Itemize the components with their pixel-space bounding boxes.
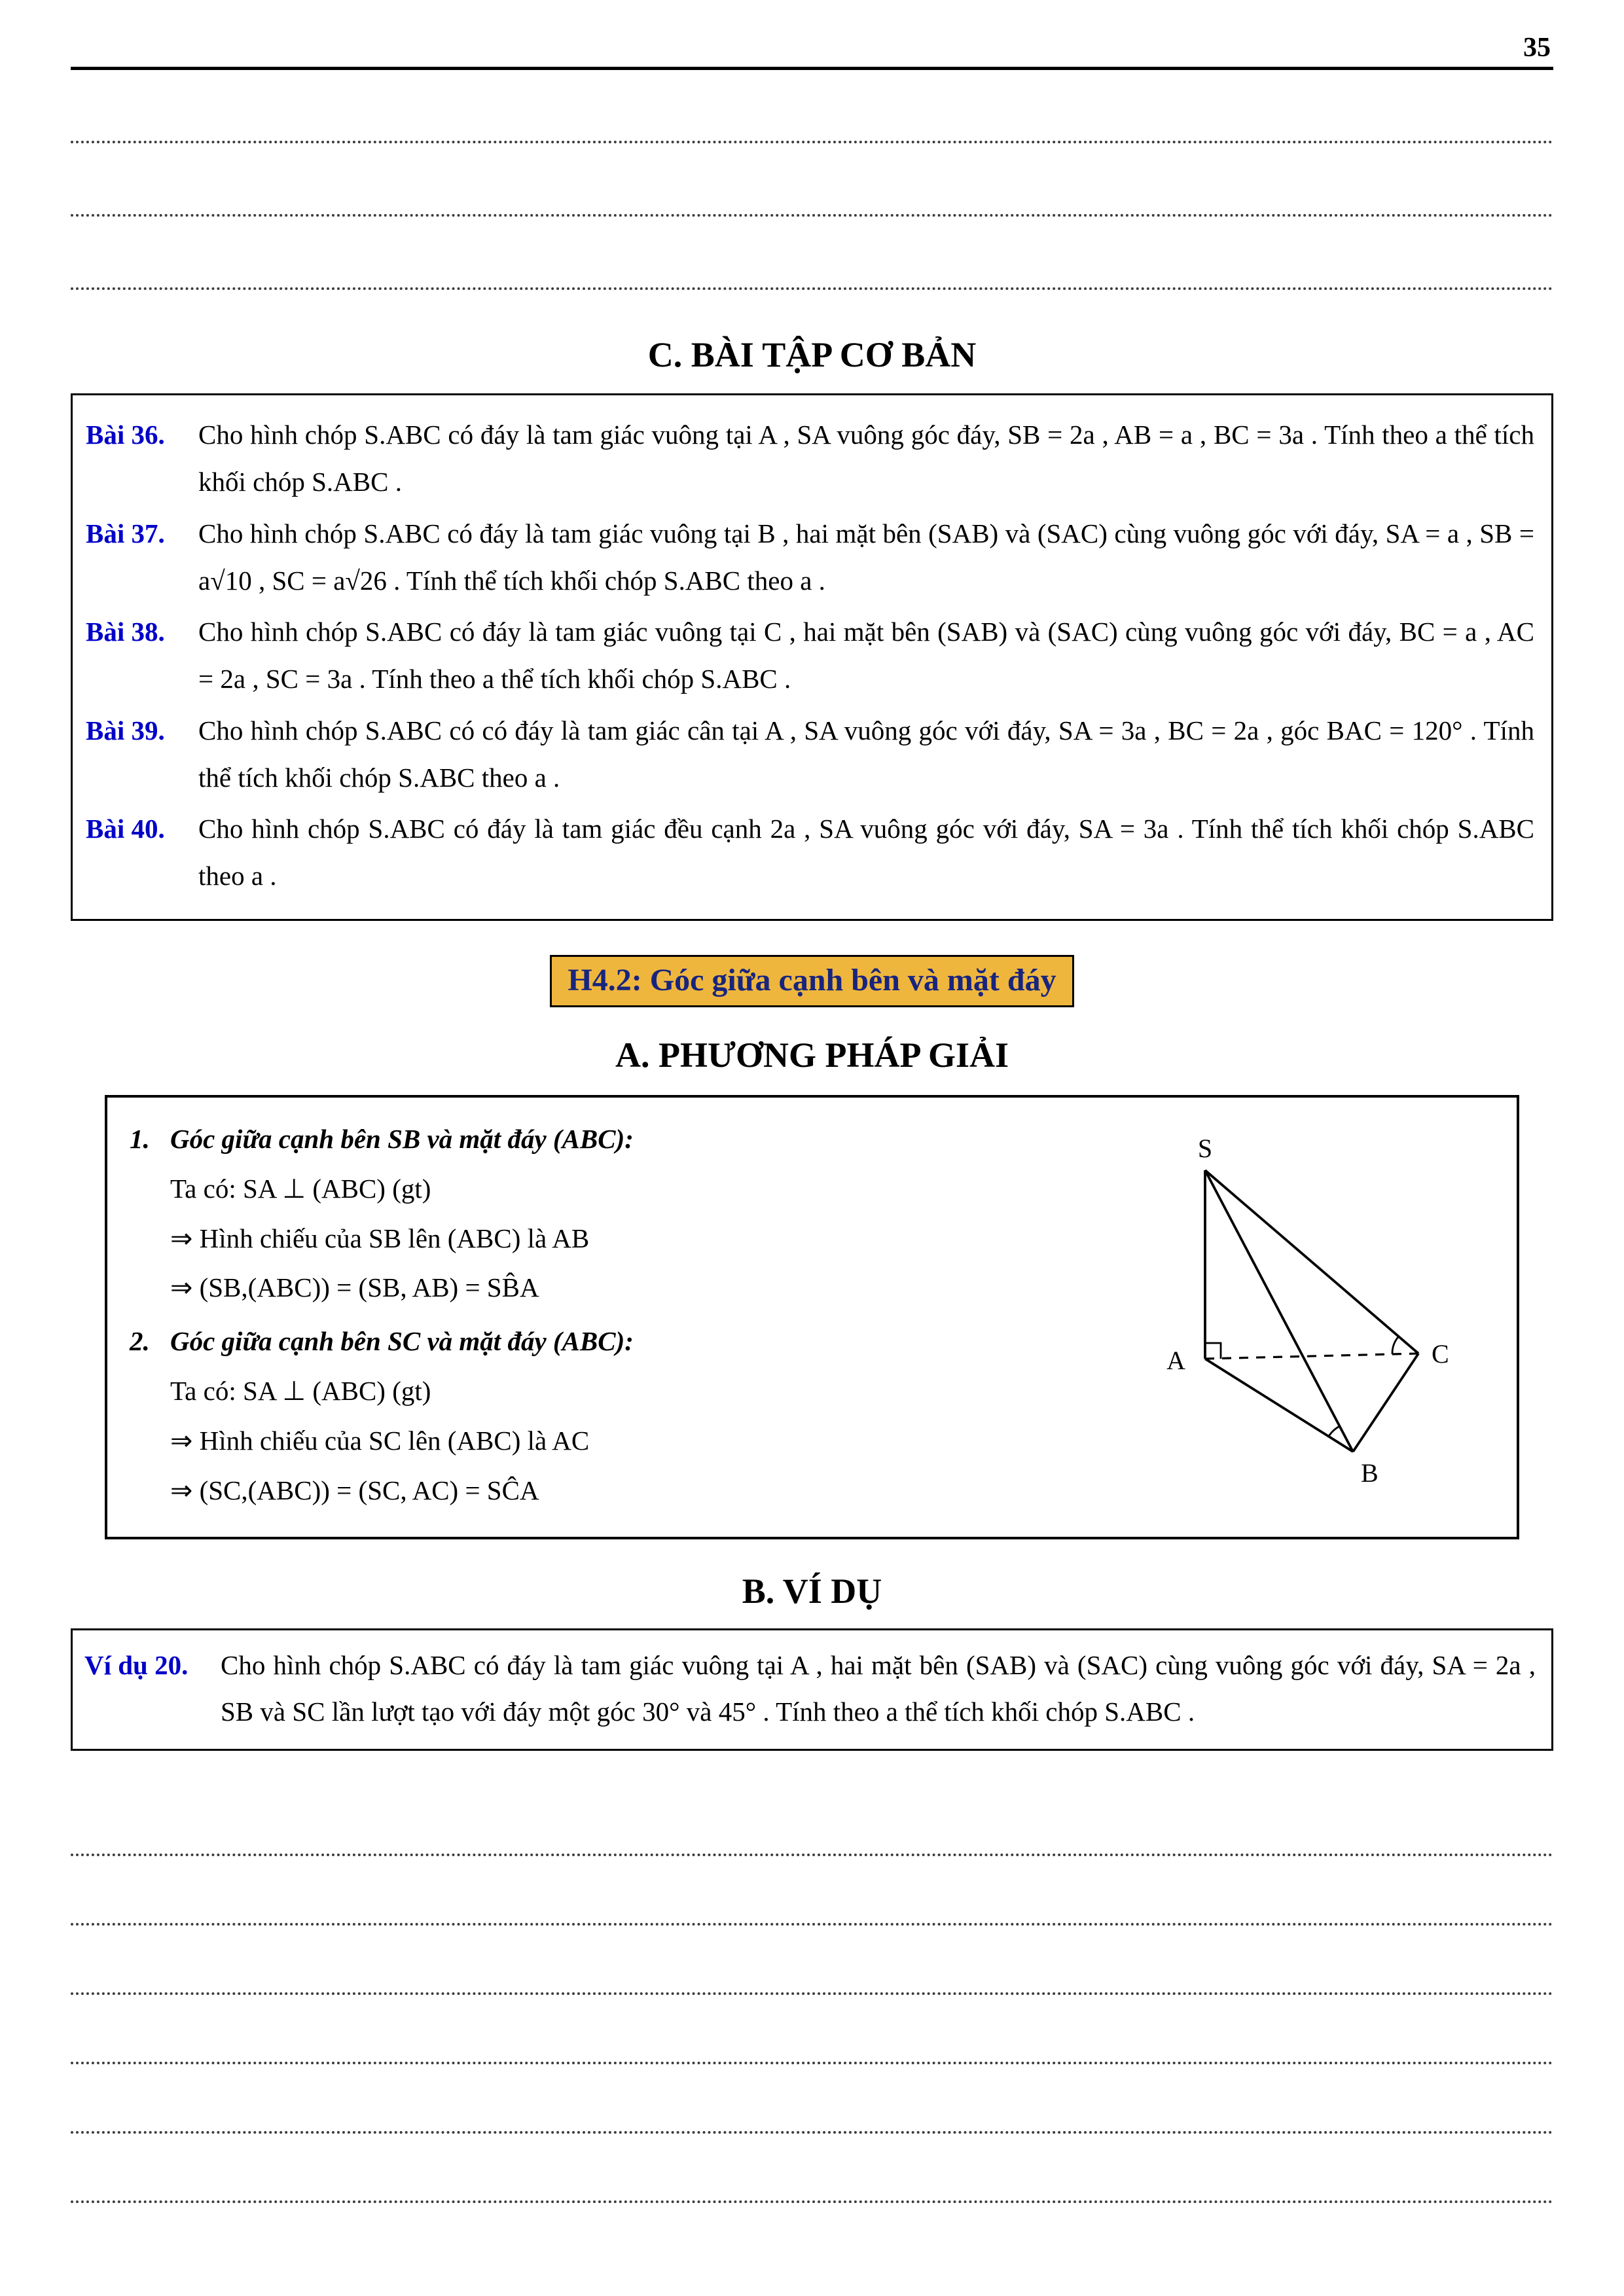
example-label: Ví dụ 20. bbox=[84, 1649, 189, 1680]
vertex-label-b: B bbox=[1361, 1458, 1379, 1488]
page-number: 35 bbox=[1523, 33, 1551, 63]
method-item bbox=[130, 1317, 1057, 1515]
exercise-text: Cho hình chóp S.ABC có đáy là tam giác đều cạnh 2a , SA vuông góc với đáy, SA = 3a . Tính thể tích khối chóp S.ABC theo a . bbox=[198, 814, 1534, 891]
exercise-text: Cho hình chóp S.ABC có có đáy là tam giác cân tại A , SA vuông góc với đáy, SA = 3a , BC = 2a , góc BAC = 120° . Tính thể tích khối chóp S.ABC theo a . bbox=[198, 715, 1534, 793]
example-text: Cho hình chóp S.ABC có đáy là tam giác vuông tại A , hai mặt bên (SAB) và (SAC) cùng vuông góc với đáy, SA = 2a , SB và SC lần lượt tạo với đáy một góc 30° và 45° . Tính theo a thể tích khối chóp S.ABC . bbox=[221, 1649, 1536, 1727]
right-angle-mark bbox=[1205, 1343, 1221, 1359]
exercise-item bbox=[86, 609, 1534, 703]
angle-arc-c bbox=[1392, 1336, 1399, 1354]
vertex-label-s: S bbox=[1197, 1134, 1213, 1164]
angle-arc-b bbox=[1329, 1426, 1340, 1437]
answer-line bbox=[71, 2064, 1553, 2134]
answer-line bbox=[71, 217, 1553, 290]
method-line: Ta có: SA ⊥ (ABC) (gt) bbox=[170, 1376, 431, 1407]
subsection-badge: H4.2: Góc giữa cạnh bên và mặt đáy bbox=[550, 955, 1074, 1007]
method-line: ⇒ Hình chiếu của SC lên (ABC) là AC bbox=[170, 1425, 590, 1456]
method-line: ⇒ (SC,(ABC)) = (SC, AC) = SĈA bbox=[170, 1475, 539, 1505]
answer-lines-top bbox=[71, 70, 1553, 290]
edge-bc bbox=[1353, 1354, 1418, 1452]
answer-line bbox=[71, 1926, 1553, 1995]
answer-line bbox=[71, 2134, 1553, 2203]
answer-line bbox=[71, 1995, 1553, 2064]
exercise-label: Bài 38. bbox=[86, 617, 165, 647]
method-item bbox=[130, 1115, 1057, 1313]
method-item-title: Góc giữa cạnh bên SC và mặt đáy (ABC): bbox=[170, 1326, 634, 1357]
vertex-label-c: C bbox=[1432, 1339, 1449, 1369]
method-item-number: 1. bbox=[130, 1123, 150, 1154]
answer-line bbox=[71, 143, 1553, 217]
section-c-title: C. BÀI TẬP CƠ BẢN bbox=[647, 335, 977, 375]
pyramid-figure bbox=[1068, 1115, 1500, 1520]
exercise-text: Cho hình chóp S.ABC có đáy là tam giác vuông tại B , hai mặt bên (SAB) và (SAC) cùng vuông góc với đáy, SA = a , SB = a√10 , SC = a√26 . Tính thể tích khối chóp S.ABC theo a . bbox=[198, 518, 1534, 596]
method-line: ⇒ (SB,(ABC)) = (SB, AB) = SB̂A bbox=[170, 1272, 539, 1303]
method-line: Ta có: SA ⊥ (ABC) (gt) bbox=[170, 1173, 431, 1204]
method-item-heading bbox=[130, 1317, 1057, 1367]
edge-sc bbox=[1205, 1170, 1418, 1354]
exercise-label: Bài 37. bbox=[86, 518, 165, 548]
method-item-title: Góc giữa cạnh bên SB và mặt đáy (ABC): bbox=[170, 1123, 634, 1154]
exercise-box bbox=[71, 393, 1553, 921]
answer-line bbox=[71, 1856, 1553, 1926]
method-text bbox=[130, 1115, 1057, 1520]
subsection-badge-row bbox=[71, 955, 1553, 1007]
exercise-item bbox=[86, 708, 1534, 802]
edge-ac bbox=[1205, 1354, 1418, 1359]
method-line: ⇒ Hình chiếu của SB lên (ABC) là AB bbox=[170, 1223, 590, 1253]
exercise-label: Bài 40. bbox=[86, 814, 165, 844]
answer-line bbox=[71, 1787, 1553, 1856]
exercise-item bbox=[86, 412, 1534, 506]
exercise-text: Cho hình chóp S.ABC có đáy là tam giác vuông tại C , hai mặt bên (SAB) và (SAC) cùng vuông góc với đáy, BC = a , AC = 2a , SC = 3a . Tính theo a thể tích khối chóp S.ABC . bbox=[198, 617, 1534, 694]
section-b-title: B. VÍ DỤ bbox=[742, 1571, 882, 1611]
answer-line bbox=[71, 70, 1553, 143]
exercise-item bbox=[86, 511, 1534, 605]
answer-lines-bottom bbox=[71, 1787, 1553, 2203]
edge-sb bbox=[1205, 1170, 1353, 1452]
exercise-text: Cho hình chóp S.ABC có đáy là tam giác vuông tại A , SA vuông góc đáy, SB = 2a , AB = a , BC = 3a . Tính theo a thể tích khối chóp S.ABC . bbox=[198, 420, 1534, 497]
edge-ab bbox=[1205, 1359, 1353, 1452]
exercise-label: Bài 36. bbox=[86, 420, 165, 450]
exercise-label: Bài 39. bbox=[86, 715, 165, 745]
method-box bbox=[105, 1095, 1519, 1539]
section-a-title: A. PHƯƠNG PHÁP GIẢI bbox=[615, 1035, 1009, 1075]
method-item-heading bbox=[130, 1115, 1057, 1164]
example-box bbox=[71, 1628, 1553, 1751]
method-item-number: 2. bbox=[130, 1326, 150, 1357]
pyramid-svg bbox=[1081, 1134, 1487, 1500]
vertex-label-a: A bbox=[1166, 1346, 1185, 1376]
exercise-item bbox=[86, 806, 1534, 900]
